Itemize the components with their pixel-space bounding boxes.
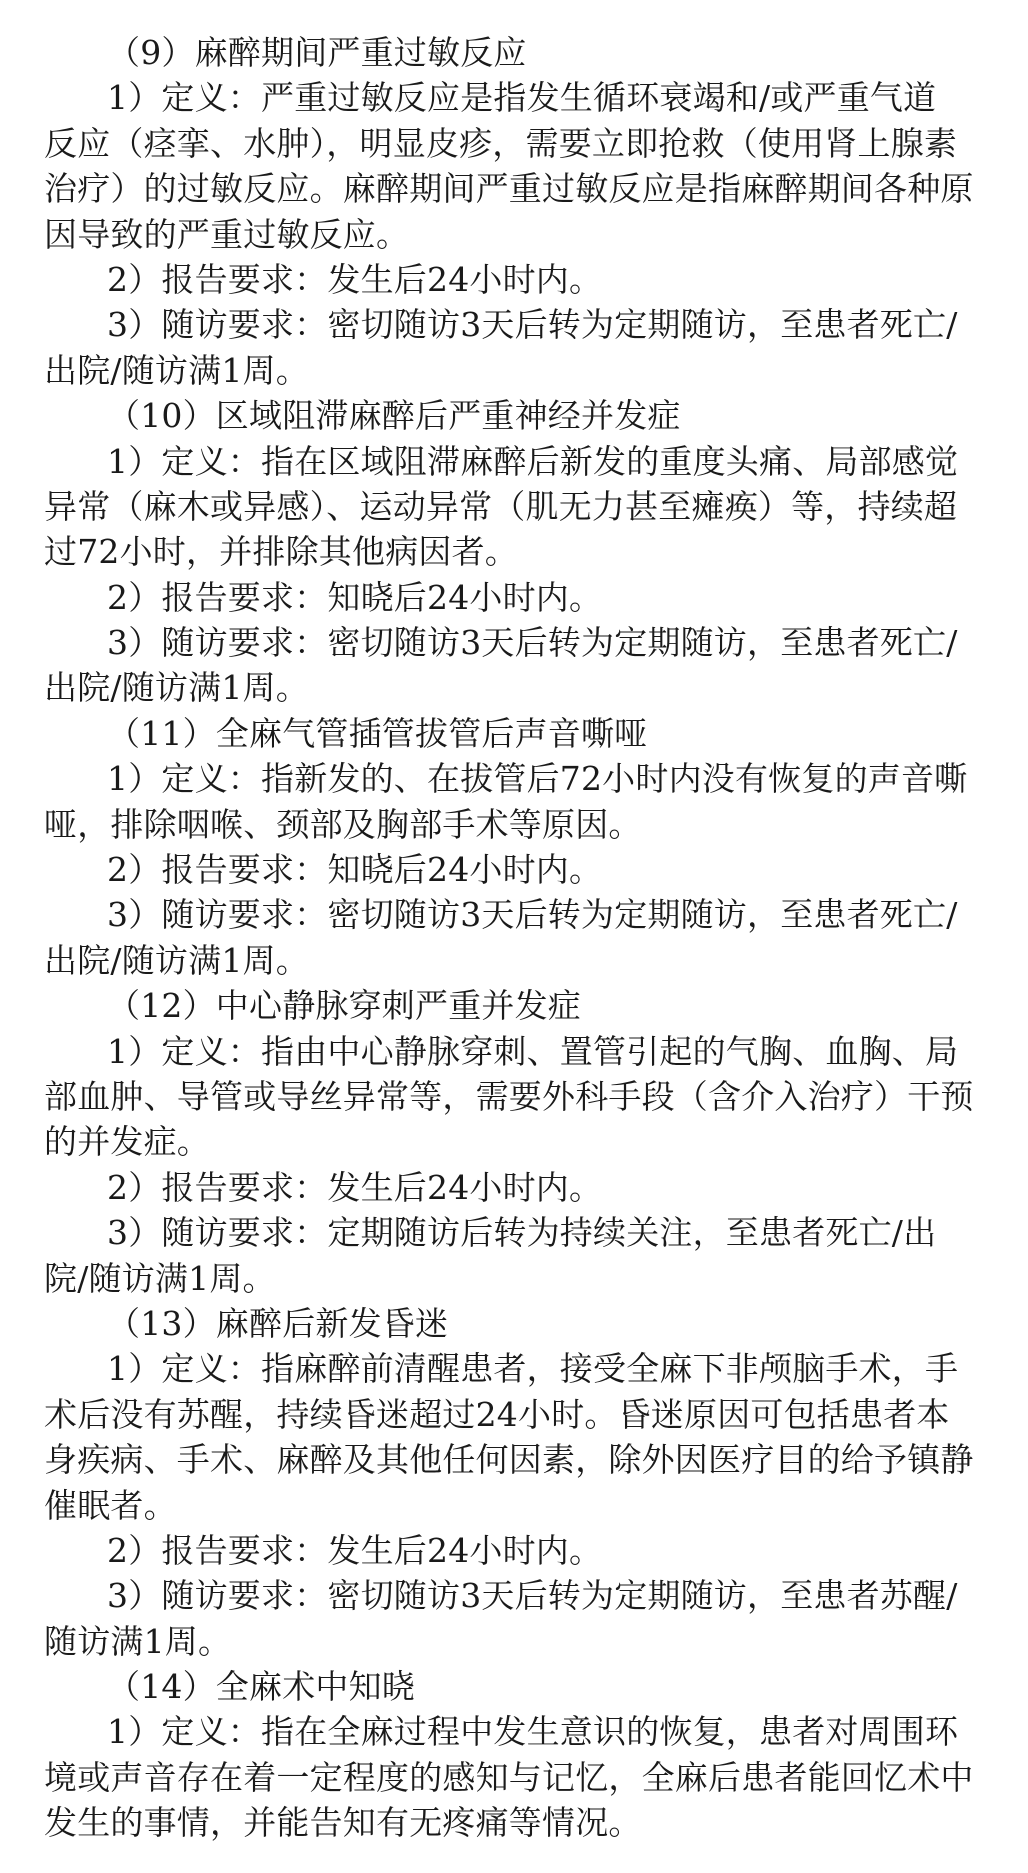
text-line: 1）定义：严重过敏反应是指发生循环衰竭和/或严重气道 (107, 78, 937, 118)
text-line: 催眠者。 (44, 1485, 177, 1525)
text-line: 哑，排除咽喉、颈部及胸部手术等原因。 (44, 804, 642, 844)
text-line: 随访满1周。 (44, 1621, 232, 1661)
text-line: 发生的事情，并能告知有无疼痛等情况。 (44, 1803, 642, 1843)
text-line: 1）定义：指新发的、在拔管后72小时内没有恢复的声音嘶 (107, 759, 968, 799)
text-line: 因导致的严重过敏反应。 (44, 214, 410, 254)
text-line: 1）定义：指在区域阻滞麻醉后新发的重度头痛、局部感觉 (107, 441, 959, 481)
text-line: （13）麻醉后新发昏迷 (107, 1303, 449, 1343)
text-line: 境或声音存在着一定程度的感知与记忆，全麻后患者能回忆术中 (44, 1757, 974, 1797)
text-line: 过72小时，并排除其他病因者。 (44, 532, 518, 572)
text-line: （12）中心静脉穿刺严重并发症 (107, 986, 581, 1026)
text-line: 2）报告要求：知晓后24小时内。 (107, 577, 603, 617)
text-line: 3）随访要求：密切随访3天后转为定期随访，至患者死亡/ (107, 623, 958, 663)
text-line: 反应（痉挛、水肿），明显皮疹，需要立即抢救（使用肾上腺素 (44, 123, 958, 163)
text-line: 治疗）的过敏反应。麻醉期间严重过敏反应是指麻醉期间各种原 (44, 169, 974, 209)
text-line: 1）定义：指由中心静脉穿刺、置管引起的气胸、血胸、局 (107, 1031, 959, 1071)
text-line: 3）随访要求：密切随访3天后转为定期随访，至患者死亡/ (107, 305, 958, 345)
text-line: 3）随访要求：密切随访3天后转为定期随访，至患者苏醒/ (107, 1576, 958, 1616)
text-line: 部血肿、导管或导丝异常等，需要外科手段（含介入治疗）干预 (44, 1076, 974, 1116)
text-line: （11）全麻气管插管拔管后声音嘶哑 (107, 713, 648, 753)
text-line: 出院/随访满1周。 (44, 668, 309, 708)
text-line: （10）区域阻滞麻醉后严重神经并发症 (107, 396, 681, 436)
text-line: 出院/随访满1周。 (44, 350, 309, 390)
text-line: 2）报告要求：发生后24小时内。 (107, 259, 603, 299)
text-line: 2）报告要求：发生后24小时内。 (107, 1530, 603, 1570)
text-line: 身疾病、手术、麻醉及其他任何因素，除外因医疗目的给予镇静 (44, 1440, 974, 1480)
text-line: （14）全麻术中知晓 (107, 1667, 415, 1707)
text-line: 3）随访要求：定期随访后转为持续关注，至患者死亡/出 (107, 1213, 937, 1253)
text-line: 3）随访要求：密切随访3天后转为定期随访，至患者死亡/ (107, 895, 958, 935)
text-line: （9）麻醉期间严重过敏反应 (107, 33, 527, 72)
text-line: 异常（麻木或异感）、运动异常（肌无力甚至瘫痪）等，持续超 (44, 486, 958, 526)
text-line: 1）定义：指在全麻过程中发生意识的恢复，患者对周围环 (107, 1712, 959, 1752)
text-line: 的并发症。 (44, 1122, 210, 1162)
text-line: 1）定义：指麻醉前清醒患者，接受全麻下非颅脑手术，手 (107, 1349, 959, 1389)
text-line: 2）报告要求：发生后24小时内。 (107, 1167, 603, 1207)
text-line: 院/随访满1周。 (44, 1258, 276, 1298)
text-line: 出院/随访满1周。 (44, 940, 309, 980)
text-line: 术后没有苏醒，持续昏迷超过24小时。昏迷原因可包括患者本 (44, 1394, 950, 1434)
document-body (44, 30, 1002, 1846)
text-line: 2）报告要求：知晓后24小时内。 (107, 850, 603, 890)
